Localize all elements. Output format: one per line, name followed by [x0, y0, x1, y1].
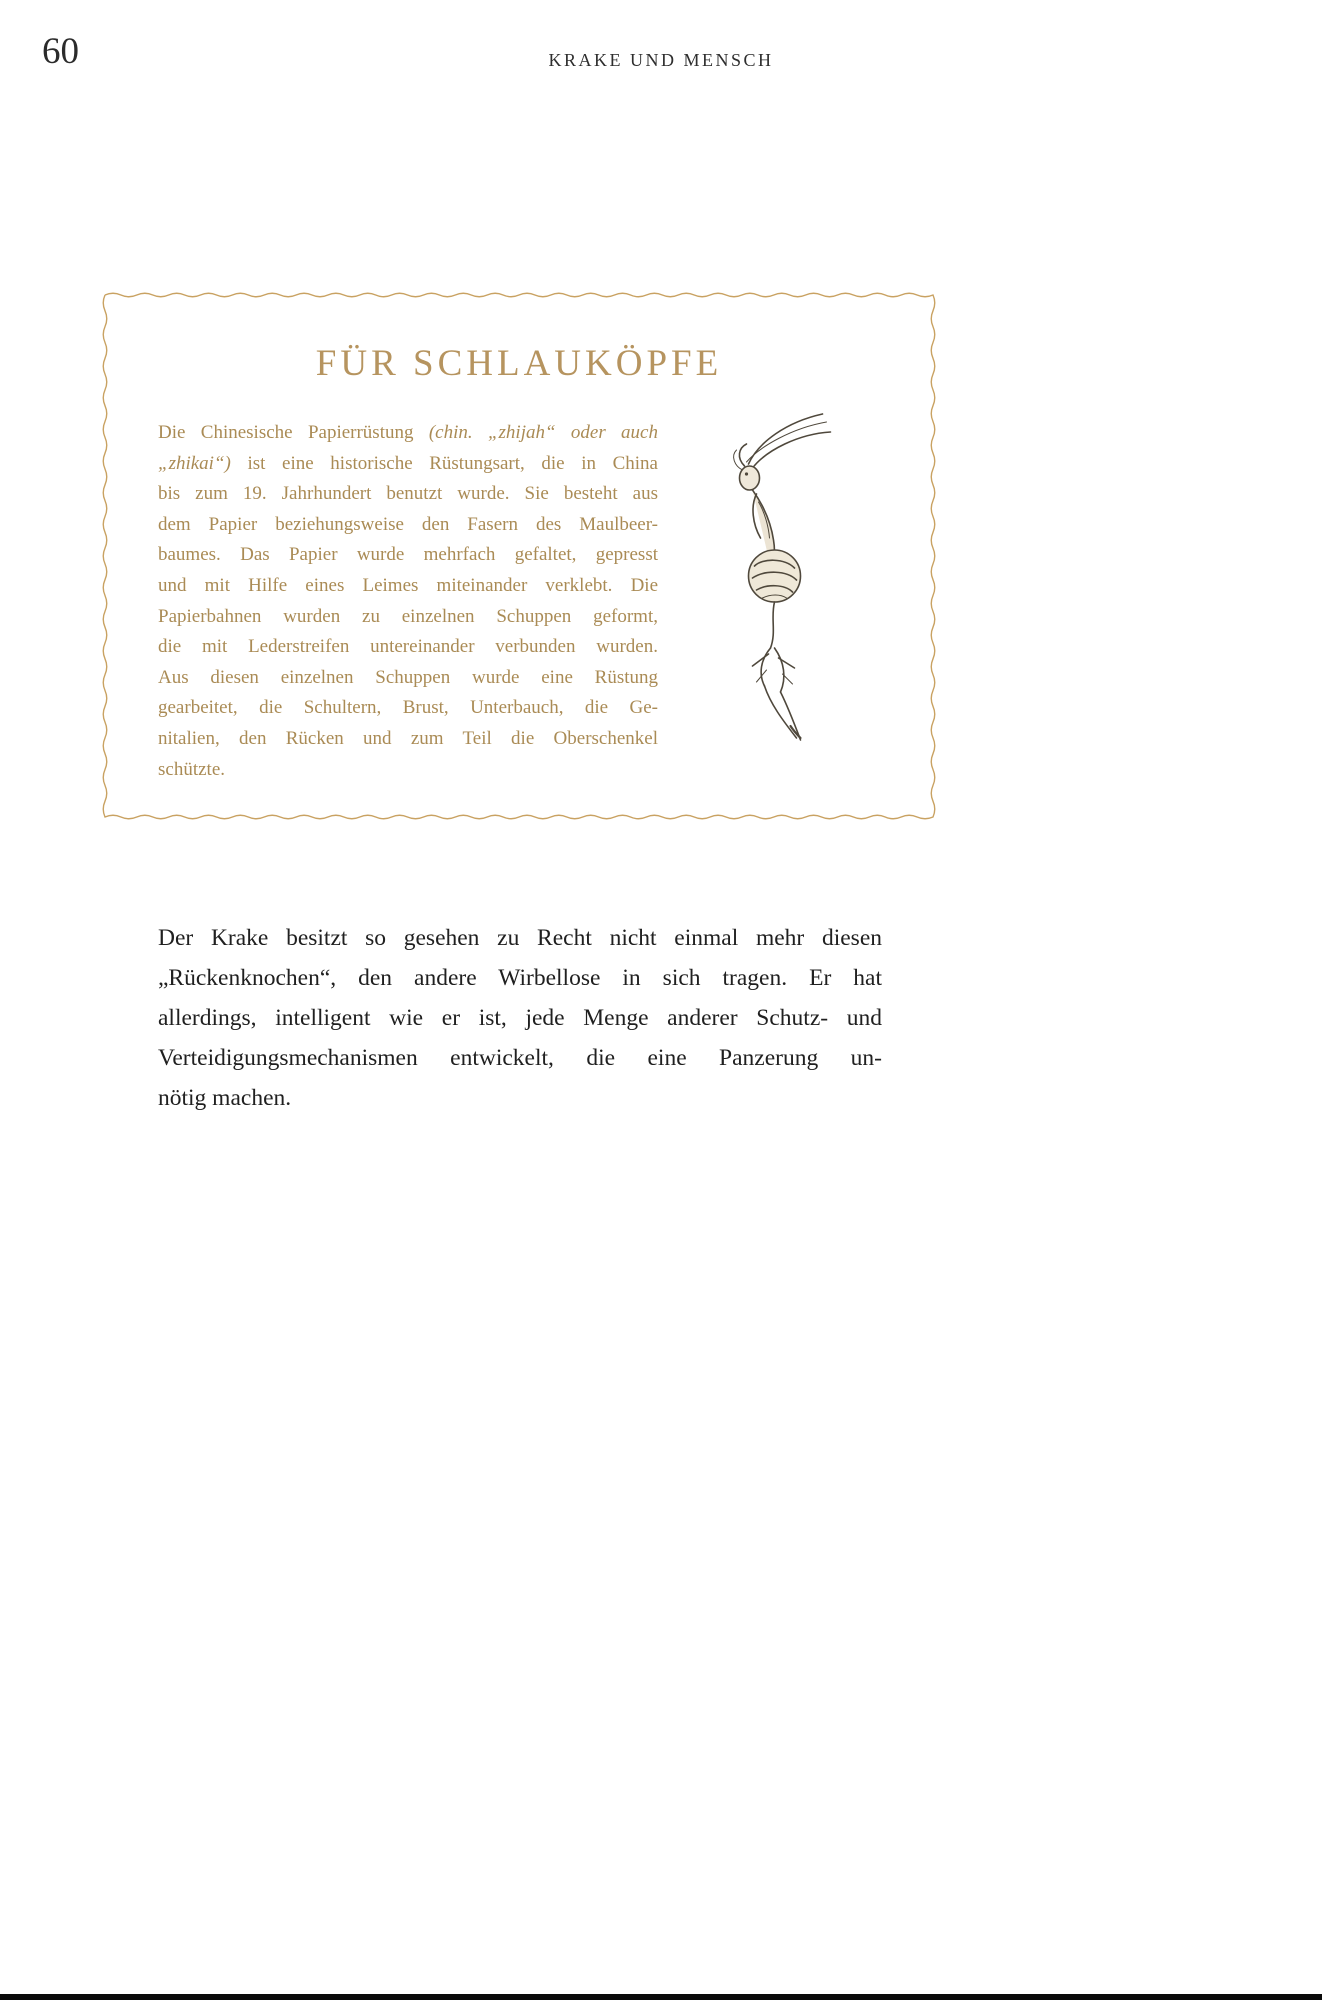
info-box-line: nitalien, den Rücken und zum Teil die Oberschenkel	[158, 727, 658, 749]
body-line: Verteidigungsmechanismen entwickelt, die eine Panzerung un-	[158, 1045, 882, 1071]
info-box-line: Die Chinesische Papierrüstung (chin. „zhijah“ oder auch	[158, 422, 658, 443]
info-box-line: Aus diesen einzelnen Schuppen wurde eine Rüstung	[158, 666, 658, 688]
info-box-line: dem Papier beziehungsweise den Fasern des Maulbeer-	[158, 513, 658, 535]
body-line: Der Krake besitzt so gesehen zu Recht nicht einmal mehr diesen	[158, 925, 882, 951]
info-box-line: baumes. Das Papier wurde mehrfach gefaltet, gepresst	[158, 544, 658, 566]
info-box-line: bis zum 19. Jahrhundert benutzt wurde. Sie besteht aus	[158, 483, 658, 505]
body-line: nötig machen.	[158, 1085, 292, 1111]
info-box-line: die mit Lederstreifen untereinander verbunden wurden.	[158, 636, 658, 658]
info-box	[100, 290, 938, 822]
info-box-line: gearbeitet, die Schultern, Brust, Unterbauch, die Ge-	[158, 697, 658, 719]
running-header: KRAKE UND MENSCH	[548, 50, 774, 70]
insect-drawing-svg	[698, 408, 863, 748]
info-box-line: und mit Hilfe eines Leimes miteinander verklebt. Die	[158, 574, 658, 596]
page-number: 60	[42, 31, 79, 72]
insect-illustration	[698, 408, 863, 748]
info-box-line: „zhikai“) ist eine historische Rüstungsart, die in China	[158, 452, 658, 474]
page-bottom-edge	[0, 1994, 1322, 2000]
info-box-title: FÜR SCHLAUKÖPFE	[315, 343, 723, 384]
info-box-text	[158, 418, 658, 785]
info-box-line: Papierbahnen wurden zu einzelnen Schuppen geformt,	[158, 605, 658, 627]
info-box-line: schützte.	[158, 758, 226, 780]
body-line: „Rückenknochen“, den andere Wirbellose in sich tragen. Er hat	[158, 965, 882, 991]
body-line: allerdings, intelligent wie er ist, jede Menge anderer Schutz- und	[158, 1005, 882, 1031]
body-paragraph	[158, 918, 882, 1118]
